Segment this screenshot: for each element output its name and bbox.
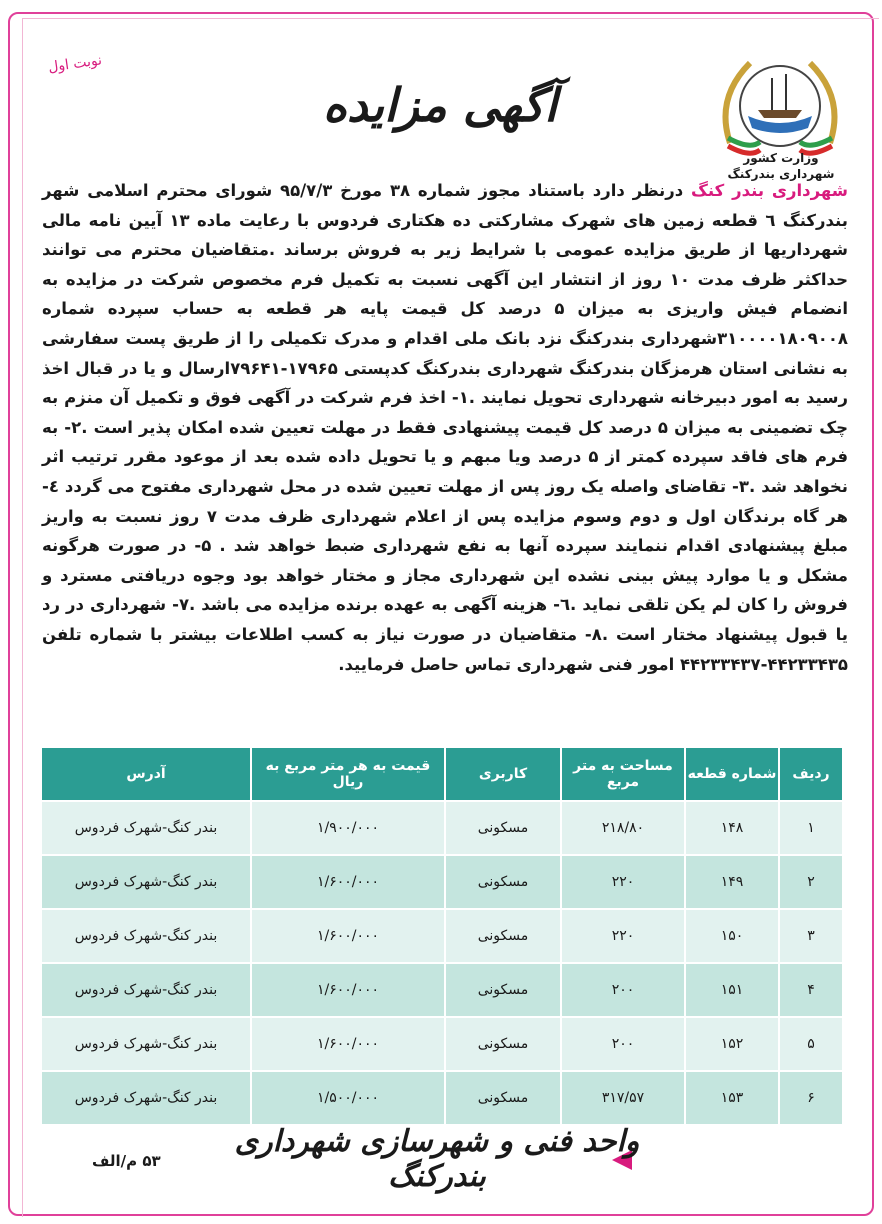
table-row — [41, 1071, 842, 1124]
cell-usage: مسکونی — [445, 855, 561, 909]
cell-usage: مسکونی — [445, 1017, 561, 1071]
col-area: مساحت به متر مربع — [561, 748, 685, 801]
col-usage: کاربری — [445, 748, 561, 801]
cell-address: بندر کنگ-شهرک فردوس — [41, 1017, 251, 1071]
col-row-number: ردیف — [779, 748, 842, 801]
cell-lot-number: ۱۵۰ — [685, 909, 779, 963]
cell-price: ۱/۵۰۰/۰۰۰ — [251, 1071, 445, 1124]
cell-lot-number: ۱۵۳ — [685, 1071, 779, 1124]
logo-line-ministry: وزارت کشور — [743, 151, 819, 165]
table-header-row — [41, 748, 842, 801]
table-row — [41, 801, 842, 855]
lots-table — [40, 748, 842, 1124]
cell-address: بندر کنگ-شهرک فردوس — [41, 1071, 251, 1124]
cell-price: ۱/۶۰۰/۰۰۰ — [251, 1017, 445, 1071]
notice-body — [42, 176, 848, 679]
col-price: قیمت به هر متر مربع به ریال — [251, 748, 445, 801]
footer-signature: واحد فنی و شهرسازی شهرداری بندرکنگ — [234, 1124, 640, 1194]
cell-lot-number: ۱۵۲ — [685, 1017, 779, 1071]
cell-row-number: ۲ — [779, 855, 842, 909]
cell-area: ۲۲۰ — [561, 909, 685, 963]
cell-row-number: ۱ — [779, 801, 842, 855]
cell-area: ۲۰۰ — [561, 1017, 685, 1071]
cell-price: ۱/۶۰۰/۰۰۰ — [251, 855, 445, 909]
cell-lot-number: ۱۵۱ — [685, 963, 779, 1017]
cell-usage: مسکونی — [445, 801, 561, 855]
notice-lead: شهرداری بندر کنگ — [691, 181, 848, 200]
table-row — [41, 963, 842, 1017]
page-title: آگهی مزایده — [322, 78, 558, 132]
notice-code: ۵۳ م/الف — [92, 1152, 161, 1170]
table-row — [41, 1017, 842, 1071]
cell-address: بندر کنگ-شهرک فردوس — [41, 963, 251, 1017]
cell-area: ۲۰۰ — [561, 963, 685, 1017]
cell-area: ۳۱۷/۵۷ — [561, 1071, 685, 1124]
cell-row-number: ۴ — [779, 963, 842, 1017]
cell-address: بندر کنگ-شهرک فردوس — [41, 801, 251, 855]
cell-address: بندر کنگ-شهرک فردوس — [41, 909, 251, 963]
table-row — [41, 909, 842, 963]
cell-price: ۱/۶۰۰/۰۰۰ — [251, 909, 445, 963]
cell-lot-number: ۱۴۸ — [685, 801, 779, 855]
cell-usage: مسکونی — [445, 1071, 561, 1124]
cell-area: ۲۲۰ — [561, 855, 685, 909]
cell-row-number: ۳ — [779, 909, 842, 963]
col-lot-number: شماره قطعه — [685, 748, 779, 801]
cell-usage: مسکونی — [445, 909, 561, 963]
cell-address: بندر کنگ-شهرک فردوس — [41, 855, 251, 909]
cell-row-number: ۵ — [779, 1017, 842, 1071]
cell-row-number: ۶ — [779, 1071, 842, 1124]
cell-price: ۱/۶۰۰/۰۰۰ — [251, 963, 445, 1017]
cell-usage: مسکونی — [445, 963, 561, 1017]
table-row — [41, 855, 842, 909]
logo-line-municipality: شهرداری بندرکنگ — [727, 167, 835, 181]
notice-text: درنظر دارد باستناد مجوز شماره ۳۸ مورخ ۹۵/۷/۳ شورای محترم اسلامی شهر بندرکنگ ٦ قطعه زمین های شهرک مشارکتی ده هکتاری فردوس با رعایت ماده ۱۳ آیین نامه مالی شهرداریها از طریق مزایده عمومی با شرایط زیر به فروش برساند .متقاضیان محترم می توانند حداکثر ظرف مدت ۱۰ روز از انتشار این آگهی نسبت به تکمیل فرم مخصوص شرکت در مزایده به انضمام فیش واریزی به میزان ۵ درصد کل قیمت پایه هر قطعه به حساب سپرده شماره ۳۱۰۰۰۰۱۸۰۹۰۰۸شهرداری بندرکنگ نزد بانک ملی اقدام و مدرک تکمیلی را از طریق پست سفارشی به نشانی استان هرمزگان بندرکنگ شهرداری بندرکنگ کدپستی ۱۷۹۶۵-۷۹۶۴۱ارسال و یا در قبال اخذ رسید به امور دبیرخانه شهرداری تحویل نمایند .۱- اخذ فرم شرکت در آگهی فوق و تکمیل آن منزم به چک تضمینی به میزان ۵ درصد کل قیمت پیشنهادی فقط در مهلت تعیین شده امکان پذیر است .۲- به فرم های فاقد سپرده کمتر از ۵ درصد ویا مبهم و یا تحویل داده شده بعد از موعود مقرر ترتیب اثر نخواهد شد .۳- تقاضای واصله یک روز پس از مهلت تعیین شده در محل شهرداری مفتوح می گردد ٤- هر گاه برندگان اول و دوم وسوم مزایده پس از اعلام شهرداری ظرف مدت ۷ روز نسبت به واریز مبلغ پیشنهادی اقدام ننمایند سپرده آنها به نفع شهرداری ضبط خواهد شد . ۵- در صورت هرگونه مشکل و یا موارد پیش بینی نشده این شهرداری مجاز و مختار خواهد بود وجوه دریافتی مسترد و فروش را کان لم یکن تلقی نماید .٦- هزینه آگهی به عهده برنده مزایده می باشد .۷- شهرداری در رد یا قبول پیشنهاد مختار است .۸- متقاضیان در صورت نیاز به کسب اطلاعات بیشتر با شماره تلفن ۴۴۲۳۳۴۳۵-۴۴۲۳۳۴۳۷ امور فنی شهرداری تماس حاصل فرمایید. — [42, 181, 849, 674]
turn-label: نوبت اول — [47, 52, 103, 76]
cell-price: ۱/۹۰۰/۰۰۰ — [251, 801, 445, 855]
cell-lot-number: ۱۴۹ — [685, 855, 779, 909]
col-address: آدرس — [41, 748, 251, 801]
cell-area: ۲۱۸/۸۰ — [561, 801, 685, 855]
